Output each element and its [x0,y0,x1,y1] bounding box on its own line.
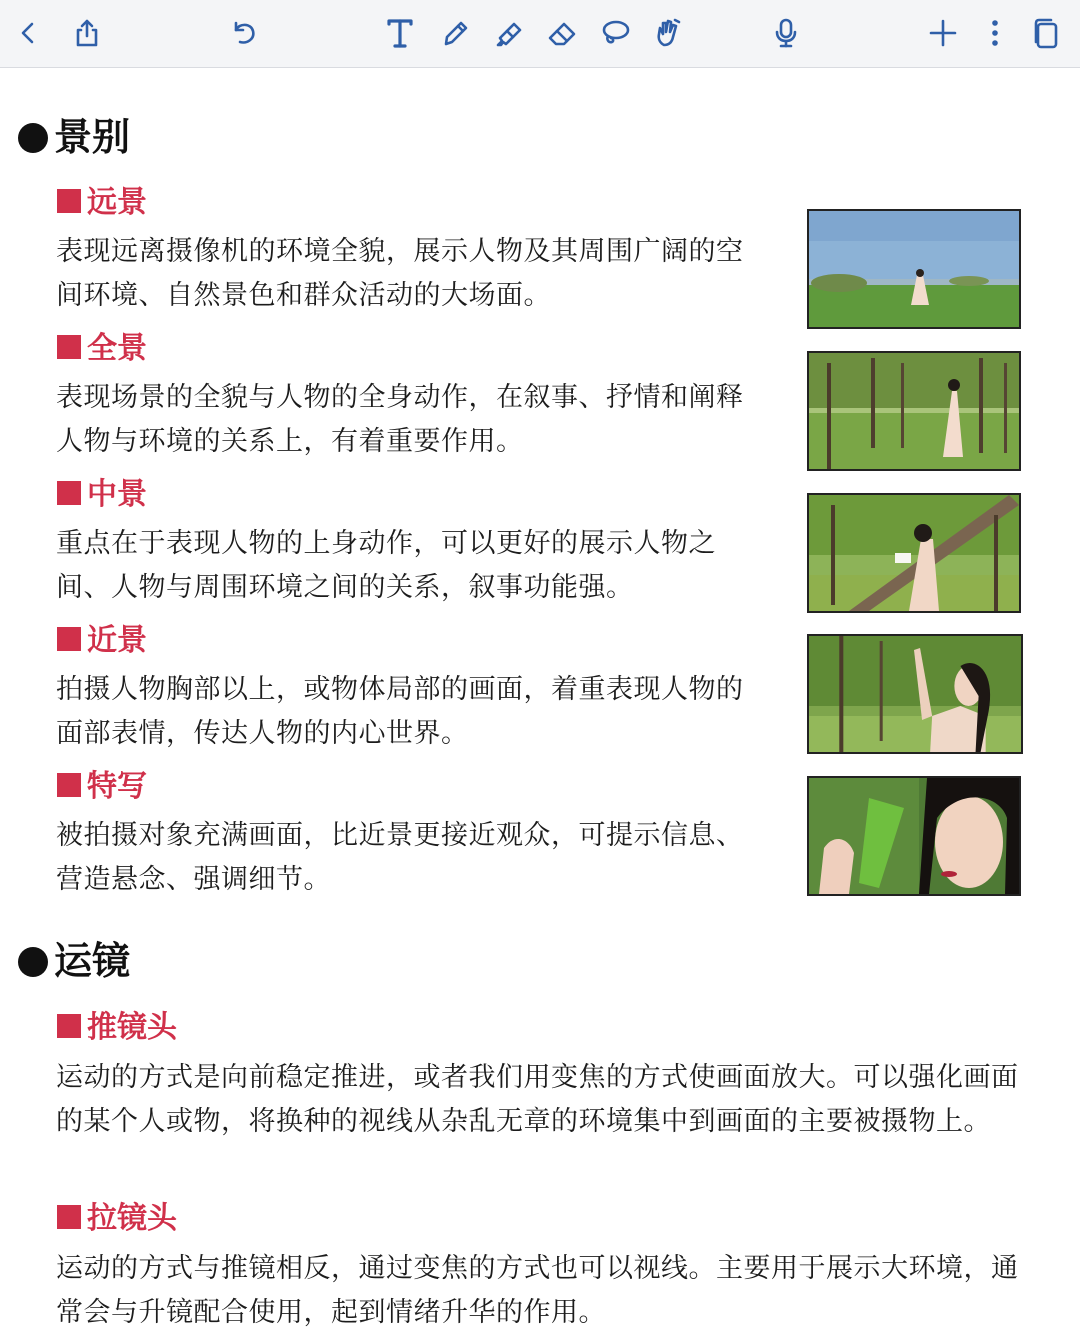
photo-full-shot [807,351,1021,471]
paragraph: 运动的方式是向前稳定推进，或者我们用变焦的方式使画面放大。可以强化画面的某个人或物，将换种的视线从杂乱无章的环境集中到画面的主要被摄物上。 [56,1062,1019,1137]
photo-long-shot [807,209,1021,329]
square-bullet [57,627,81,651]
subsection-heading: 远景 [57,185,147,221]
photo-close-shot [807,634,1023,754]
back-icon[interactable] [8,13,48,53]
photo-closeup [807,776,1021,896]
square-bullet [57,1014,81,1038]
gesture-icon[interactable] [648,13,688,53]
toolbar [0,0,1080,68]
share-icon[interactable] [67,13,107,53]
pen-icon[interactable] [435,13,475,53]
subsection-heading: 中景 [57,477,147,513]
add-icon[interactable] [923,13,963,53]
lasso-icon[interactable] [595,13,635,53]
microphone-icon[interactable] [766,13,806,53]
paragraph: 运动的方式与推镜相反，通过变焦的方式也可以视线。主要用于展示大环境，通常会与升镜配合使用，起到情绪升华的作用。 [56,1253,1019,1328]
section-heading: 景别 [18,113,130,161]
subsection-heading: 拉镜头 [57,1201,177,1237]
paragraph: 重点在于表现人物的上身动作，可以更好的展示人物之间、人物与周围环境之间的关系，叙事功能强。 [56,528,716,603]
subsection-heading: 特写 [57,769,147,805]
text-tool-icon[interactable] [380,13,420,53]
section-heading: 运镜 [18,937,130,985]
paragraph: 拍摄人物胸部以上，或物体局部的画面，着重表现人物的面部表情，传达人物的内心世界。 [56,674,744,749]
paragraph: 表现远离摄像机的环境全貌，展示人物及其周围广阔的空间环境、自然景色和群众活动的大场面。 [56,236,744,311]
subsection-heading: 全景 [57,331,147,367]
eraser-icon[interactable] [542,13,582,53]
highlighter-icon[interactable] [489,13,529,53]
paragraph: 表现场景的全貌与人物的全身动作，在叙事、抒情和阐释人物与环境的关系上，有着重要作用。 [56,382,744,457]
subsection-heading: 近景 [57,623,147,659]
bullet-dot [18,947,48,977]
subsection-heading: 推镜头 [57,1010,177,1046]
square-bullet [57,481,81,505]
note-page[interactable] [0,68,1080,1328]
more-icon[interactable] [975,13,1015,53]
square-bullet [57,1205,81,1229]
undo-icon[interactable] [224,13,264,53]
square-bullet [57,773,81,797]
bullet-dot [18,123,48,153]
square-bullet [57,189,81,213]
pages-icon[interactable] [1026,13,1066,53]
photo-medium-shot [807,493,1021,613]
square-bullet [57,335,81,359]
paragraph: 被拍摄对象充满画面，比近景更接近观众，可提示信息、营造悬念、强调细节。 [56,820,744,895]
